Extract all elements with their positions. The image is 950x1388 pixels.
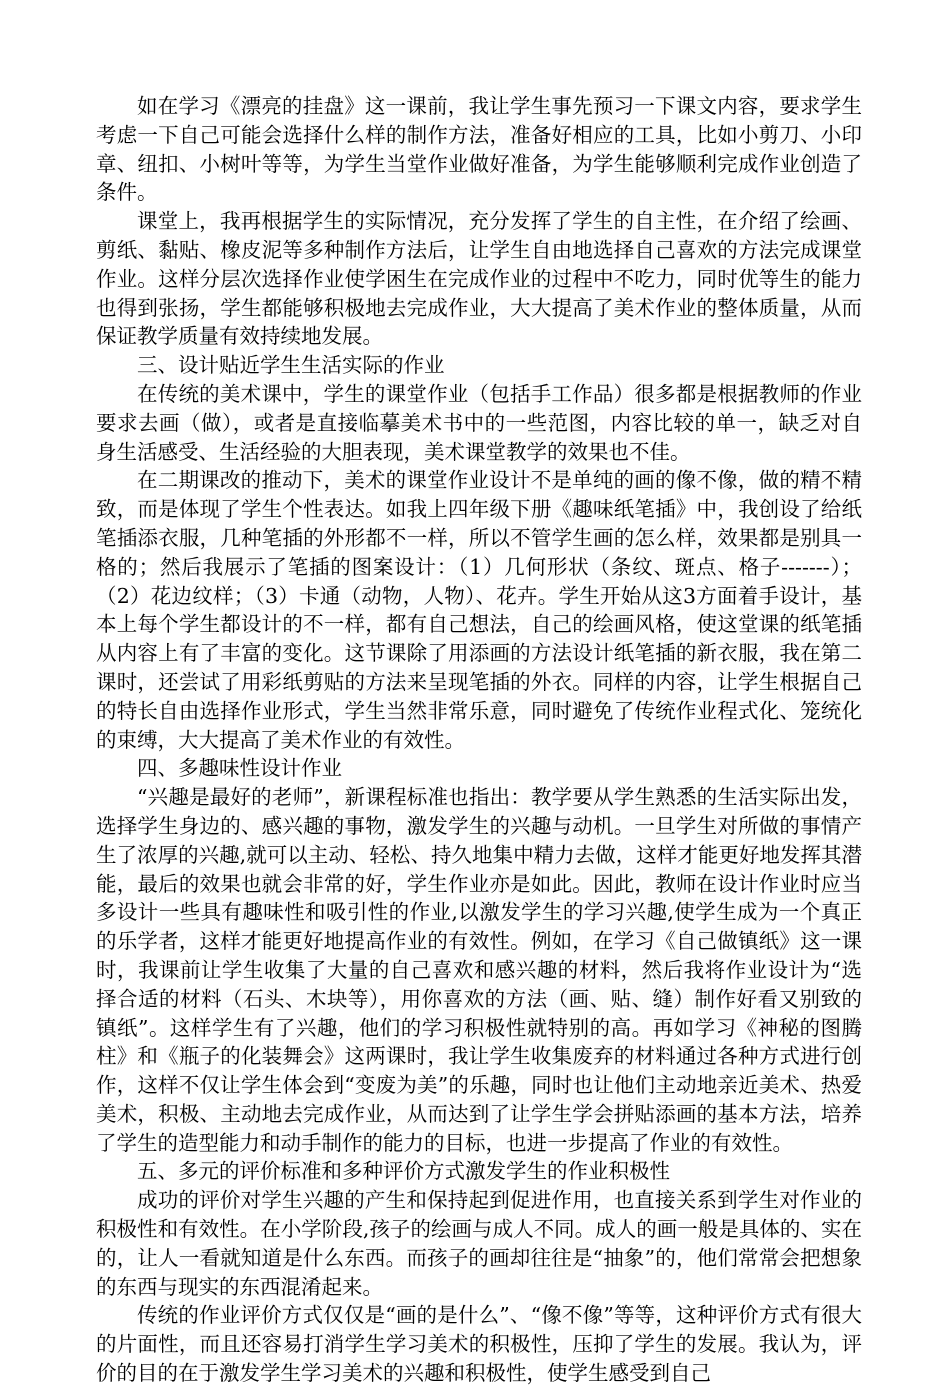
paragraph-traditional-class: 在传统的美术课中，学生的课堂作业（包括手工作品）很多都是根据教师的作业要求去画（做），或者是直接临摹美术书中的一些范图，内容比较的单一，缺乏对自身生活感受、生活经验的大胆表现，美术课堂教学的效果也不佳。: [96, 381, 862, 464]
section-heading-4: 四、多趣味性设计作业: [137, 756, 342, 781]
paragraph-guapan-prep: 如在学习《漂亮的挂盘》这一课前，我让学生事先预习一下课文内容，要求学生考虑一下自己可能会选择什么样的制作方法，准备好相应的工具，比如小剪刀、小印章、纽扣、小树叶等等，为学生当堂作业做好准备，为学生能够顺利完成作业创造了条件。: [96, 94, 862, 205]
document-page: [96, 92, 862, 1388]
section-heading-5: 五、多元的评价标准和多种评价方式激发学生的作业积极性: [137, 1159, 670, 1184]
section-heading-3: 三、设计贴近学生生活实际的作业: [137, 353, 445, 378]
paragraph-classroom-choice: 课堂上，我再根据学生的实际情况，充分发挥了学生的自主性，在介绍了绘画、剪纸、黏贴、橡皮泥等多种制作方法后，让学生自由地选择自己喜欢的方法完成课堂作业。这样分层次选择作业使学困生在完成作业的过程中不吃力，同时优等生的能力也得到张扬，学生都能够积极地去完成作业，大大提高了美术作业的整体质量，从而保证教学质量有效持续地发展。: [96, 209, 862, 349]
paragraph-traditional-evaluation: 传统的作业评价方式仅仅是“画的是什么”、“像不像”等等，这种评价方式有很大的片面性，而且还容易打消学生学习美术的积极性，压抑了学生的发展。我认为，评价的目的在于激发学生学习美术的兴趣和积极性，使学生感受到自己: [96, 1303, 862, 1386]
paragraph-curriculum-reform: 在二期课改的推动下，美术的课堂作业设计不是单纯的画的像不像，做的精不精致，而是体现了学生个性表达。如我上四年级下册《趣味纸笔插》中，我创设了给纸笔插添衣服，几种笔插的外形都不一样，所以不管学生画的怎么样，效果都是别具一格的；然后我展示了笔插的图案设计：（1）几何形状（条纹、斑点、格子-------）；（2）花边纹样；（3）卡通（动物，人物）、花卉。学生开始从这3方面着手设计，基本上每个学生都设计的不一样，都有自己想法，自己的绘画风格，使这堂课的纸笔插从内容上有了丰富的变化。这节课除了用添画的方法设计纸笔插的新衣服，我在第二课时，还尝试了用彩纸剪贴的方法来呈现笔插的外衣。同样的内容，让学生根据自己的特长自由选择作业形式，学生当然非常乐意，同时避免了传统作业程式化、笼统化的束缚，大大提高了美术作业的有效性。: [96, 468, 862, 752]
paragraph-evaluation-success: 成功的评价对学生兴趣的产生和保持起到促进作用，也直接关系到学生对作业的积极性和有效性。在小学阶段,孩子的绘画与成人不同。成人的画一般是具体的、实在的，让人一看就知道是什么东西。而孩子的画却往往是“抽象”的，他们常常会把想象的东西与现实的东西混淆起来。: [96, 1188, 862, 1299]
paragraph-interest-teacher: “兴趣是最好的老师”，新课程标准也指出：教学要从学生熟悉的生活实际出发，选择学生身边的、感兴趣的事物，激发学生的兴趣与动机。一旦学生对所做的事情产生了浓厚的兴趣,就可以主动、轻松、持久地集中精力去做，这样才能更好地发挥其潜能，最后的效果也就会非常的好，学生作业亦是如此。因此，教师在设计作业时应当多设计一些具有趣味性和吸引性的作业,以激发学生的学习兴趣,使学生成为一个真正的乐学者，这样才能更好地提高作业的有效性。例如，在学习《自己做镇纸》这一课时，我课前让学生收集了大量的自己喜欢和感兴趣的材料，然后我将作业设计为“选择合适的材料（石头、木块等），用你喜欢的方法（画、贴、缝）制作好看又别致的镇纸”。这样学生有了兴趣，他们的学习积极性就特别的高。再如学习《神秘的图腾柱》和《瓶子的化装舞会》这两课时，我让学生收集废弃的材料通过各种方式进行创作，这样不仅让学生体会到“变废为美”的乐趣，同时也让他们主动地亲近美术、热爱美术，积极、主动地去完成作业，从而达到了让学生学会拼贴添画的基本方法，培养了学生的造型能力和动手制作的能力的目标，也进一步提高了作业的有效性。: [96, 785, 862, 1155]
